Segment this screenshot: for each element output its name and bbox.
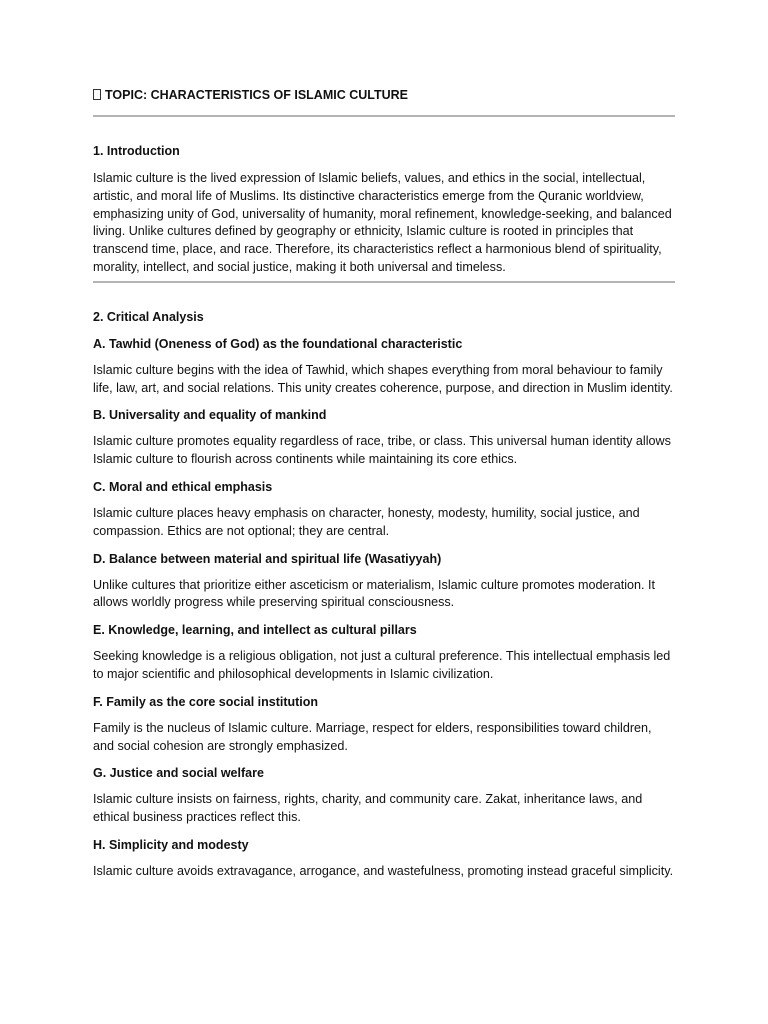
document-page [93, 86, 675, 881]
introduction-heading: 1. Introduction [93, 144, 180, 158]
characteristic-paragraph: Islamic culture promotes equality regardless of race, tribe, or class. This universal human identity allows Islamic culture to flourish across continents while maintaining its core ethics. [93, 434, 671, 467]
characteristic-heading: G. Justice and social welfare [93, 766, 264, 781]
characteristic-heading: A. Tawhid (Oneness of God) as the foundational characteristic [93, 336, 463, 351]
topic-title: TOPIC: CHARACTERISTICS OF ISLAMIC CULTURE [105, 88, 409, 102]
critical-analysis-heading: 2. Critical Analysis [93, 309, 204, 324]
characteristic-paragraph: Islamic culture begins with the idea of Tawhid, which shapes everything from moral behaviour to family life, law, art, and social relations. This unity creates coherence, purpose, and direction in Muslim identity. [93, 362, 673, 395]
characteristic-paragraph: Islamic culture insists on fairness, rights, charity, and community care. Zakat, inheritance laws, and ethical business practices reflect this. [93, 792, 643, 825]
characteristic-paragraph: Family is the nucleus of Islamic culture. Marriage, respect for elders, responsibilities toward children, and social cohesion are strongly emphasized. [93, 720, 652, 753]
characteristic-paragraph: Islamic culture avoids extravagance, arrogance, and wastefulness, promoting instead graceful simplicity. [93, 863, 674, 878]
characteristic-paragraph: Seeking knowledge is a religious obligation, not just a cultural preference. This intellectual emphasis led to major scientific and philosophical developments in Islamic civilization. [93, 649, 671, 681]
characteristic-item [93, 693, 675, 756]
introduction-paragraph: Islamic culture is the lived expression of Islamic beliefs, values, and ethics in the social, intellectual, artistic, and moral life of Muslims. Its distinctive characteristics emerge from the Quranic worldview, emphasizing unity of God, universality of humanity, moral refinement, knowledge-seeking, and balanced living. Unlike cultures defined by geography or ethnicity, Islamic culture is rooted in principles that transcend time, place, and race. Therefore, its characteristics reflect a harmonious blend of spirituality, morality, intellect, and social justice, making it both universal and timeless. [93, 171, 672, 274]
horizontal-rule [93, 115, 675, 117]
characteristic-item [93, 764, 675, 827]
missing-glyph-icon [93, 89, 101, 100]
characteristic-heading: D. Balance between material and spiritual life (Wasatiyyah) [93, 551, 442, 566]
characteristic-item [93, 550, 675, 613]
characteristic-heading: E. Knowledge, learning, and intellect as cultural pillars [93, 623, 417, 638]
characteristic-item [93, 335, 675, 398]
characteristic-heading: C. Moral and ethical emphasis [93, 479, 273, 494]
topic-title-line [93, 86, 675, 104]
characteristic-heading: H. Simplicity and modesty [93, 837, 249, 852]
characteristic-paragraph: Unlike cultures that prioritize either asceticism or materialism, Islamic culture promotes moderation. It allows worldly progress while preserving spiritual consciousness. [93, 577, 656, 610]
characteristic-heading: F. Family as the core social institution [93, 694, 319, 709]
characteristic-heading: B. Universality and equality of mankind [93, 408, 327, 423]
characteristic-item [93, 478, 675, 541]
characteristic-item [93, 836, 675, 881]
characteristic-paragraph: Islamic culture places heavy emphasis on character, honesty, modesty, humility, social justice, and compassion. Ethics are not optional; they are central. [93, 505, 640, 538]
characteristic-item [93, 621, 675, 684]
horizontal-rule [93, 281, 675, 283]
characteristic-item [93, 406, 675, 469]
